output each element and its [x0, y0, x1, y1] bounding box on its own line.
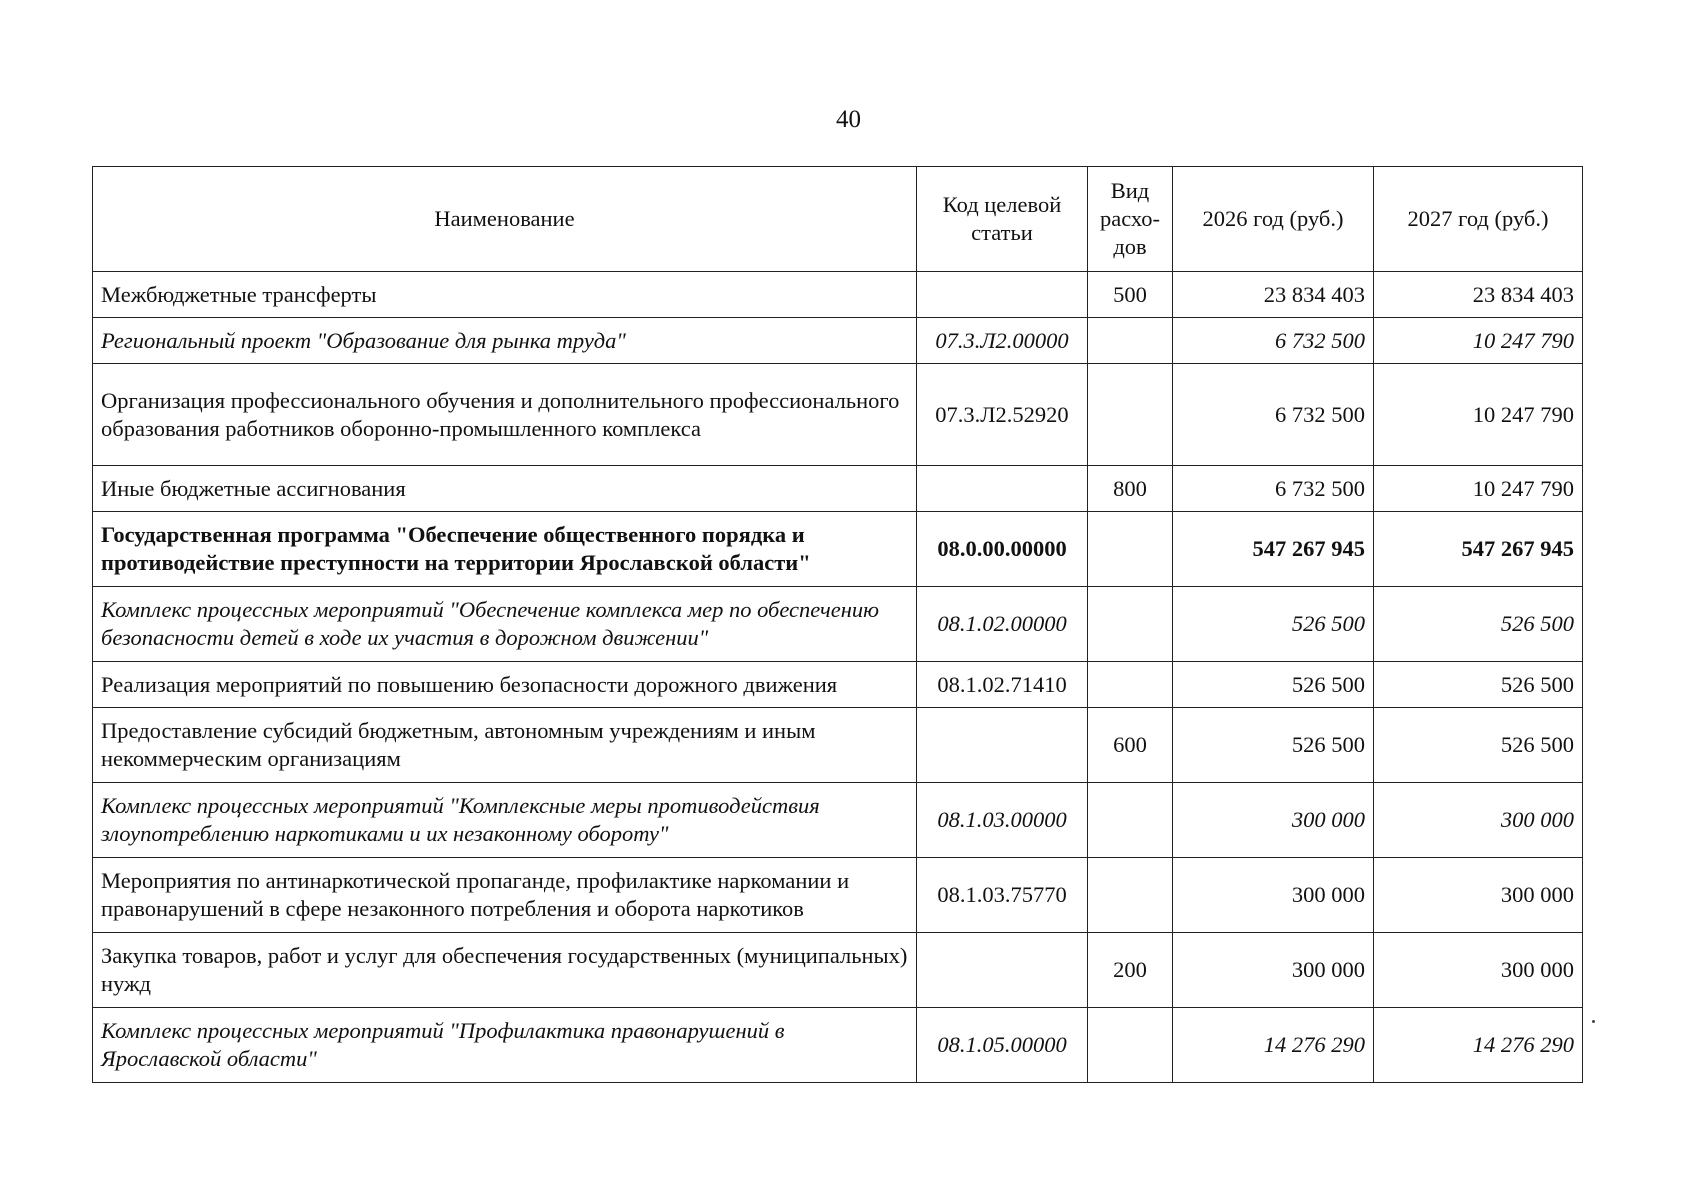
row-amount-2026: 300 000 — [1173, 933, 1374, 1008]
row-name: Реализация мероприятий по повышению безопасности дорожного движения — [93, 662, 917, 708]
row-code — [917, 708, 1088, 783]
table-row — [93, 587, 1583, 662]
row-amount-2027: 14 276 290 — [1374, 1008, 1583, 1083]
row-kind — [1088, 662, 1173, 708]
header-year-2026: 2026 год (руб.) — [1173, 167, 1374, 272]
table-row — [93, 364, 1583, 466]
row-kind — [1088, 587, 1173, 662]
table-row — [93, 858, 1583, 933]
row-amount-2027: 23 834 403 — [1374, 272, 1583, 318]
table-row — [93, 318, 1583, 364]
page-number: 40 — [836, 106, 861, 133]
row-amount-2026: 14 276 290 — [1173, 1008, 1374, 1083]
row-amount-2027: 547 267 945 — [1374, 512, 1583, 587]
scan-speck — [1592, 1020, 1595, 1023]
row-name: Государственная программа "Обеспечение общественного порядка и противодействие преступности на территории Ярославской области" — [93, 512, 917, 587]
row-name: Иные бюджетные ассигнования — [93, 466, 917, 512]
row-amount-2027: 300 000 — [1374, 933, 1583, 1008]
row-amount-2027: 10 247 790 — [1374, 466, 1583, 512]
row-kind — [1088, 858, 1173, 933]
row-code: 08.1.02.71410 — [917, 662, 1088, 708]
row-kind: 800 — [1088, 466, 1173, 512]
row-kind: 600 — [1088, 708, 1173, 783]
row-name: Межбюджетные трансферты — [93, 272, 917, 318]
row-code: 07.3.Л2.00000 — [917, 318, 1088, 364]
row-amount-2026: 547 267 945 — [1173, 512, 1374, 587]
row-amount-2026: 6 732 500 — [1173, 466, 1374, 512]
row-kind — [1088, 318, 1173, 364]
row-name: Комплекс процессных мероприятий "Профилактика правонарушений в Ярославской области" — [93, 1008, 917, 1083]
header-kind: Вид расхо-дов — [1088, 167, 1173, 272]
row-amount-2026: 6 732 500 — [1173, 318, 1374, 364]
table-row — [93, 933, 1583, 1008]
row-name: Комплекс процессных мероприятий "Комплексные меры противодействия злоупотреблению наркотиками и их незаконному обороту" — [93, 783, 917, 858]
row-amount-2026: 526 500 — [1173, 587, 1374, 662]
row-code: 08.1.05.00000 — [917, 1008, 1088, 1083]
row-amount-2026: 526 500 — [1173, 662, 1374, 708]
row-amount-2027: 526 500 — [1374, 587, 1583, 662]
row-code: 07.3.Л2.52920 — [917, 364, 1088, 466]
row-name: Организация профессионального обучения и дополнительного профессионального образования работников оборонно-промышленного комплекса — [93, 364, 917, 466]
row-kind — [1088, 364, 1173, 466]
row-name: Предоставление субсидий бюджетным, автономным учреждениям и иным некоммерческим организациям — [93, 708, 917, 783]
row-name: Комплекс процессных мероприятий "Обеспечение комплекса мер по обеспечению безопасности детей в ходе их участия в дорожном движении" — [93, 587, 917, 662]
table-header-row — [93, 167, 1583, 272]
row-amount-2027: 10 247 790 — [1374, 364, 1583, 466]
header-name: Наименование — [93, 167, 917, 272]
row-name: Мероприятия по антинаркотической пропаганде, профилактике наркомании и правонарушений в сфере незаконного потребления и оборота наркотиков — [93, 858, 917, 933]
row-amount-2026: 6 732 500 — [1173, 364, 1374, 466]
header-code: Код целевой статьи — [917, 167, 1088, 272]
row-code: 08.1.03.75770 — [917, 858, 1088, 933]
budget-table — [92, 166, 1583, 1083]
row-amount-2026: 23 834 403 — [1173, 272, 1374, 318]
row-amount-2027: 300 000 — [1374, 783, 1583, 858]
row-amount-2026: 300 000 — [1173, 858, 1374, 933]
row-amount-2027: 300 000 — [1374, 858, 1583, 933]
row-amount-2026: 526 500 — [1173, 708, 1374, 783]
table-row — [93, 512, 1583, 587]
row-code — [917, 272, 1088, 318]
row-amount-2027: 10 247 790 — [1374, 318, 1583, 364]
table-row — [93, 272, 1583, 318]
table-row — [93, 662, 1583, 708]
row-kind — [1088, 1008, 1173, 1083]
row-kind: 200 — [1088, 933, 1173, 1008]
table-row — [93, 1008, 1583, 1083]
row-amount-2026: 300 000 — [1173, 783, 1374, 858]
row-name: Региональный проект "Образование для рынка труда" — [93, 318, 917, 364]
row-name: Закупка товаров, работ и услуг для обеспечения государственных (муниципальных) нужд — [93, 933, 917, 1008]
row-kind — [1088, 512, 1173, 587]
table-row — [93, 783, 1583, 858]
row-code: 08.1.03.00000 — [917, 783, 1088, 858]
row-amount-2027: 526 500 — [1374, 662, 1583, 708]
row-amount-2027: 526 500 — [1374, 708, 1583, 783]
table-row — [93, 466, 1583, 512]
row-code: 08.0.00.00000 — [917, 512, 1088, 587]
row-code — [917, 933, 1088, 1008]
table-row — [93, 708, 1583, 783]
row-kind — [1088, 783, 1173, 858]
header-year-2027: 2027 год (руб.) — [1374, 167, 1583, 272]
row-code: 08.1.02.00000 — [917, 587, 1088, 662]
row-code — [917, 466, 1088, 512]
row-kind: 500 — [1088, 272, 1173, 318]
